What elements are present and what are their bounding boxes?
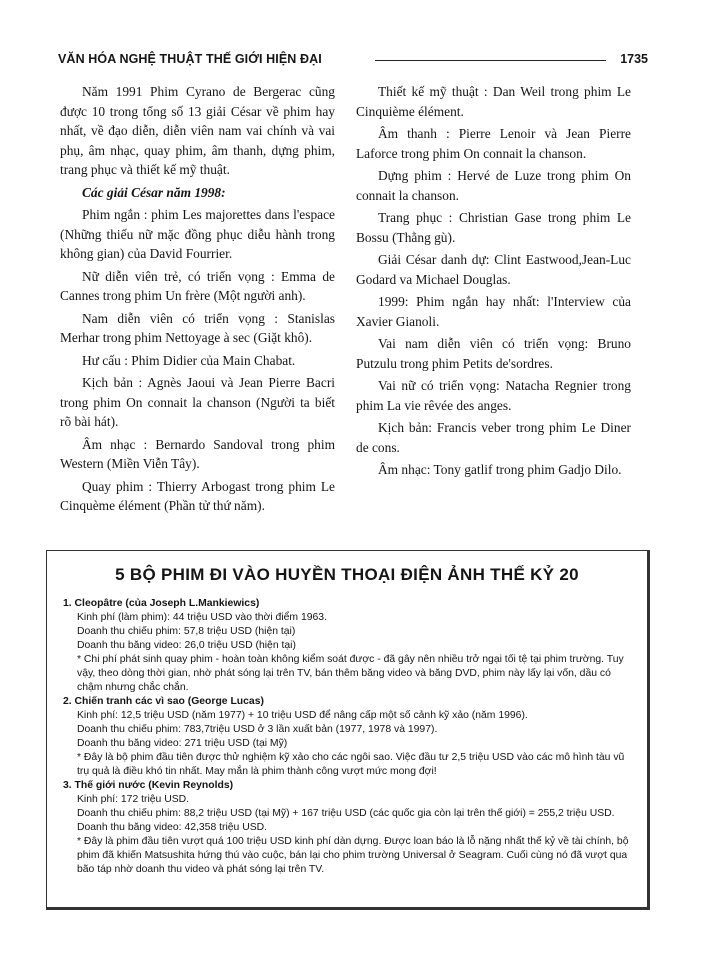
paragraph: Năm 1991 Phim Cyrano de Bergerac cũng được 10 trong tổng số 13 giải César về phim hay nhất, về đạo diễn, diễn viên nam vai chính và vai phụ, âm nhạc, quay phim, âm thanh, dựng phim, trang phục và thiết kế mỹ thuật. (60, 84, 335, 177)
paragraph: Dựng phim : Hervé de Luze trong phim On connait la chanson. (356, 168, 631, 203)
film-detail: Doanh thu chiếu phim: 88,2 triệu USD (tại Mỹ) + 167 triệu USD (các quốc gia còn lại trên thế giới) = 255,2 triệu USD. (77, 808, 615, 819)
paragraph: Hư cấu : Phim Didier của Main Chabat. (82, 352, 296, 368)
film-note: * Đây là bộ phim đầu tiên được thử nghiệm kỹ xảo cho các ngôi sao. Việc đầu tư 2,5 triệu USD vào các mô hình tàu vũ trụ quả là điều khó tin nhất. May mắn là phim thành công vượt mức mong đợi! (77, 752, 625, 777)
paragraph: Trang phục : Christian Gase trong phim Le Bossu (Thằng gù). (356, 210, 631, 245)
paragraph: Âm nhạc: Tony gatlif trong phim Gadjo Dilo. (378, 462, 622, 477)
paragraph: Kịch bản: Francis veber trong phim Le Diner de cons. (356, 420, 631, 455)
paragraph: Thiết kế mỹ thuật : Dan Weil trong phim Le Cinquième élément. (356, 84, 631, 119)
film-detail: Doanh thu chiếu phim: 57,8 triệu USD (hiện tại) (77, 626, 296, 637)
left-column (60, 82, 335, 519)
paragraph: Vai nam diễn viên có triển vọng: Bruno Putzulu trong phim Petits de'sordres. (356, 336, 631, 371)
paragraph: Âm thanh : Pierre Lenoir và Jean Pierre Laforce trong phim On connait la chanson. (356, 126, 631, 161)
film-title: 3. Thế giới nước (Kevin Reynolds) (63, 780, 234, 791)
paragraph: Nam diễn viên có triển vọng : Stanislas Merhar trong phim Nettoyage à sec (Giặt khô). (60, 310, 335, 345)
paragraph: Giải César danh dự: Clint Eastwood,Jean-Luc Godard va Michael Douglas. (356, 252, 631, 287)
paragraph: Nữ diễn viên trẻ, có triển vọng : Emma de Cannes trong phim Un frère (Một người anh). (60, 268, 335, 303)
film-note: * Chi phí phát sinh quay phim - hoàn toàn không kiểm soát được - đã gây nên nhiều trở ngại tối tệ tại phim trường. Tuy vậy, theo dòng thời gian, nhờ phát sóng lại trên TV, bán thêm băng video và băng DVD, phim này lấy lại vốn, dầu có chậm nhưng chắc chắn. (77, 654, 624, 693)
film-title: 2. Chiến tranh các vì sao (George Lucas) (63, 696, 264, 707)
page-header (58, 50, 648, 72)
film-detail: Kinh phí: 12,5 triệu USD (năm 1977) + 10 triệu USD để nâng cấp một số cảnh kỹ xảo (năm 1996). (77, 710, 528, 721)
paragraph: Phim ngắn : phim Les majorettes dans l'espace (Những thiếu nữ mặc đồng phục diễu hành trong không gian) của David Fourrier. (60, 207, 335, 261)
section-subheading: Các giải César năm 1998: (82, 184, 226, 200)
film-title: 1. Cleopâtre (của Joseph L.Mankiewics) (63, 598, 260, 609)
header-rule (375, 60, 606, 61)
running-title: VĂN HÓA NGHỆ THUẬT THẾ GIỚI HIỆN ĐẠI (58, 52, 322, 66)
film-detail: Doanh thu băng video: 271 triệu USD (tại Mỹ) (77, 738, 288, 749)
paragraph: Kịch bản : Agnès Jaoui và Jean Pierre Bacri trong phim On connait la chanson (Người ta biết rõ bài hát). (60, 375, 335, 429)
film-detail: Kinh phí (làm phim): 44 triệu USD vào thời điểm 1963. (77, 612, 327, 623)
paragraph: Vai nữ có triển vọng: Natacha Regnier trong phim La vie rêvée des anges. (356, 378, 631, 413)
page-number: 1735 (620, 52, 648, 66)
film-detail: Doanh thu băng video: 42,358 triệu USD. (77, 822, 268, 833)
box-title: 5 BỘ PHIM ĐI VÀO HUYỀN THOẠI ĐIỆN ẢNH THẾ KỶ 20 (115, 565, 579, 584)
film-detail: Doanh thu băng video: 26,0 triệu USD (hiện tại) (77, 640, 296, 651)
paragraph: Âm nhạc : Bernardo Sandoval trong phim Western (Miền Viễn Tây). (60, 436, 335, 471)
film-detail: Kinh phí: 172 triệu USD. (77, 794, 190, 805)
film-note: * Đây là phim đầu tiên vượt quá 100 triệu USD kinh phí dàn dựng. Được loan báo là lỗ nặng nhất thế kỷ về tài chính, bộ phim đã khiến Matsushita hứng thú vào cuộc, bán lại cho phim trường Universal ở Seagram. Cuối cùng nó đã vượt qua bão táp nhờ doanh thu video và phát sóng lại trên TV. (77, 836, 629, 875)
film-detail: Doanh thu chiếu phim: 783,7triệu USD ở 3 lần xuất bản (1977, 1978 và 1997). (77, 724, 438, 735)
sidebar-box (46, 550, 650, 910)
right-column (356, 82, 631, 483)
paragraph: 1999: Phim ngắn hay nhất: l'Interview của Xavier Gianoli. (356, 294, 631, 329)
paragraph: Quay phim : Thierry Arbogast trong phim Le Cinquème élément (Phần tử thứ năm). (60, 478, 335, 513)
film-list (63, 597, 637, 877)
